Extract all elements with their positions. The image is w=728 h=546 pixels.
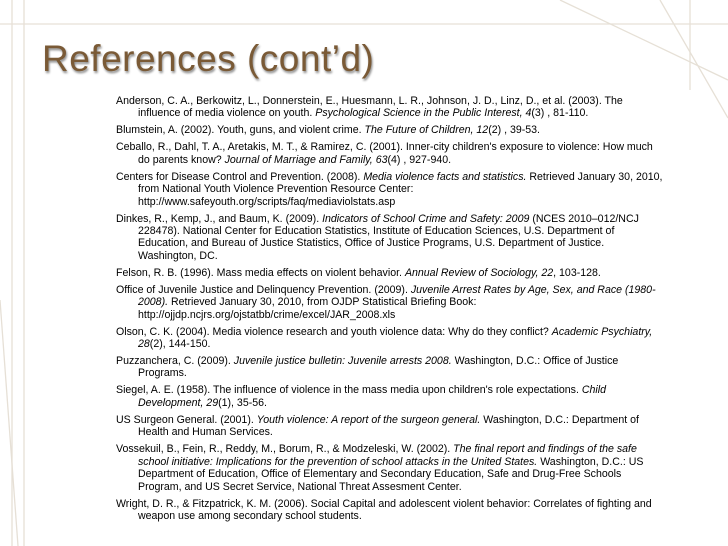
- reference-source-italic: Psychological Science in the Public Interest, 4: [315, 107, 532, 120]
- reference-source-italic: Juvenile justice bulletin: Juvenile arrests 2008.: [233, 355, 452, 368]
- reference-text: (3) , 81-110.: [531, 107, 589, 120]
- reference-source-italic: Indicators of School Crime and Safety: 2009: [322, 212, 530, 225]
- reference-text: Felson, R. B. (1996). Mass media effects on violent behavior.: [116, 266, 405, 279]
- reference-text: Retrieved January 30, 2010, from OJDP Statistical Briefing Book: http://ojjdp.ncjrs.org/ojstatbb/crime/excel/JAR_2008.xls: [138, 296, 477, 321]
- reference-text: Blumstein, A. (2002). Youth, guns, and violent crime.: [116, 124, 365, 137]
- reference-text: Ceballo, R., Dahl, T. A., Aretakis, M. T., & Ramirez, C. (2001). Inner-city children's exposure to violence: How much do parents know?: [116, 141, 653, 166]
- reference-text: (4) , 927-940.: [387, 153, 452, 166]
- reference-text: Anderson, C. A., Berkowitz, L., Donnerstein, E., Huesmann, L. R., Johnson, J. D., Linz, D., et al. (2003). The influence of media violence on youth.: [116, 95, 623, 120]
- reference-entry: [116, 384, 664, 409]
- reference-text: Centers for Disease Control and Prevention. (2008).: [116, 170, 364, 183]
- reference-text: Washington, D.C.: Office of Justice Programs.: [138, 355, 619, 380]
- reference-text: , 103-128.: [553, 266, 601, 279]
- reference-text: Washington, D.C.: Department of Health and Human Services.: [138, 413, 639, 439]
- reference-text: US Surgeon General. (2001).: [116, 413, 257, 426]
- reference-entry: [116, 171, 664, 208]
- reference-source-italic: Media violence facts and statistics.: [363, 170, 527, 183]
- slide-title: References (cont’d): [42, 38, 375, 79]
- reference-entry: [116, 141, 664, 166]
- reference-text: Wright, D. R., & Fitzpatrick, K. M. (2006). Social Capital and adolescent violent behavior: Correlates of fighting and weapon use among secondary school students.: [116, 497, 652, 522]
- reference-list: [116, 95, 664, 527]
- reference-entry: [116, 124, 664, 136]
- reference-entry: [116, 95, 664, 120]
- reference-text: (2) , 39-53.: [488, 124, 541, 137]
- reference-text: Washington, D.C.: US Department of Education, Office of Elementary and Secondary Education, Safe and Drug-Free Schools Program, and US Secret Service, National Threat Assesment Center.: [138, 455, 644, 493]
- reference-text: Vossekuil, B., Fein, R., Reddy, M., Borum, R., & Modzeleski, W. (2002).: [116, 443, 454, 456]
- reference-source-italic: The final report and findings of the safe school initiative: Implications for the prevention of school attacks in the United States.: [138, 443, 637, 468]
- reference-text: Retrieved January 30, 2010, from National Youth Violence Prevention Resource Center: http://www.safeyouth.org/scripts/faq/mediaviolstats.asp: [138, 170, 663, 208]
- reference-source-italic: Child Development, 29: [138, 384, 607, 409]
- reference-entry: [116, 355, 664, 380]
- reference-entry: [116, 443, 664, 493]
- reference-source-italic: Youth violence: A report of the surgeon general.: [256, 413, 481, 426]
- reference-entry: [116, 414, 664, 439]
- reference-entry: [116, 284, 664, 321]
- reference-entry: [116, 326, 664, 351]
- reference-text: Olson, C. K. (2004). Media violence research and youth violence data: Why do they conflict?: [116, 325, 552, 338]
- reference-text: Siegel, A. E. (1958). The influence of violence in the mass media upon children's role expectations.: [116, 384, 582, 397]
- reference-text: Dinkes, R., Kemp, J., and Baum, K. (2009).: [116, 212, 323, 225]
- reference-source-italic: Journal of Marriage and Family, 63: [224, 153, 388, 166]
- reference-text: (1), 35-56.: [218, 396, 267, 409]
- reference-source-italic: Academic Psychiatry, 28: [138, 325, 653, 351]
- reference-source-italic: Annual Review of Sociology, 22: [404, 266, 554, 279]
- reference-text: Office of Juvenile Justice and Delinquency Prevention. (2009).: [116, 283, 411, 296]
- reference-entry: [116, 498, 664, 523]
- reference-text: Puzzanchera, C. (2009).: [116, 355, 234, 368]
- reference-entry: [116, 213, 664, 263]
- reference-text: (2), 144-150.: [149, 338, 211, 351]
- reference-entry: [116, 267, 664, 279]
- reference-source-italic: Juvenile Arrest Rates by Age, Sex, and Race (1980-2008).: [138, 283, 656, 309]
- reference-source-italic: The Future of Children, 12: [364, 124, 489, 137]
- reference-text: (NCES 2010–012/NCJ 228478). National Center for Education Statistics, Institute of Education Sciences, U.S. Department of Education, and Bureau of Justice Statistics, Office of Justice Programs, U.S. Department of Justice. Washington, DC.: [138, 212, 639, 262]
